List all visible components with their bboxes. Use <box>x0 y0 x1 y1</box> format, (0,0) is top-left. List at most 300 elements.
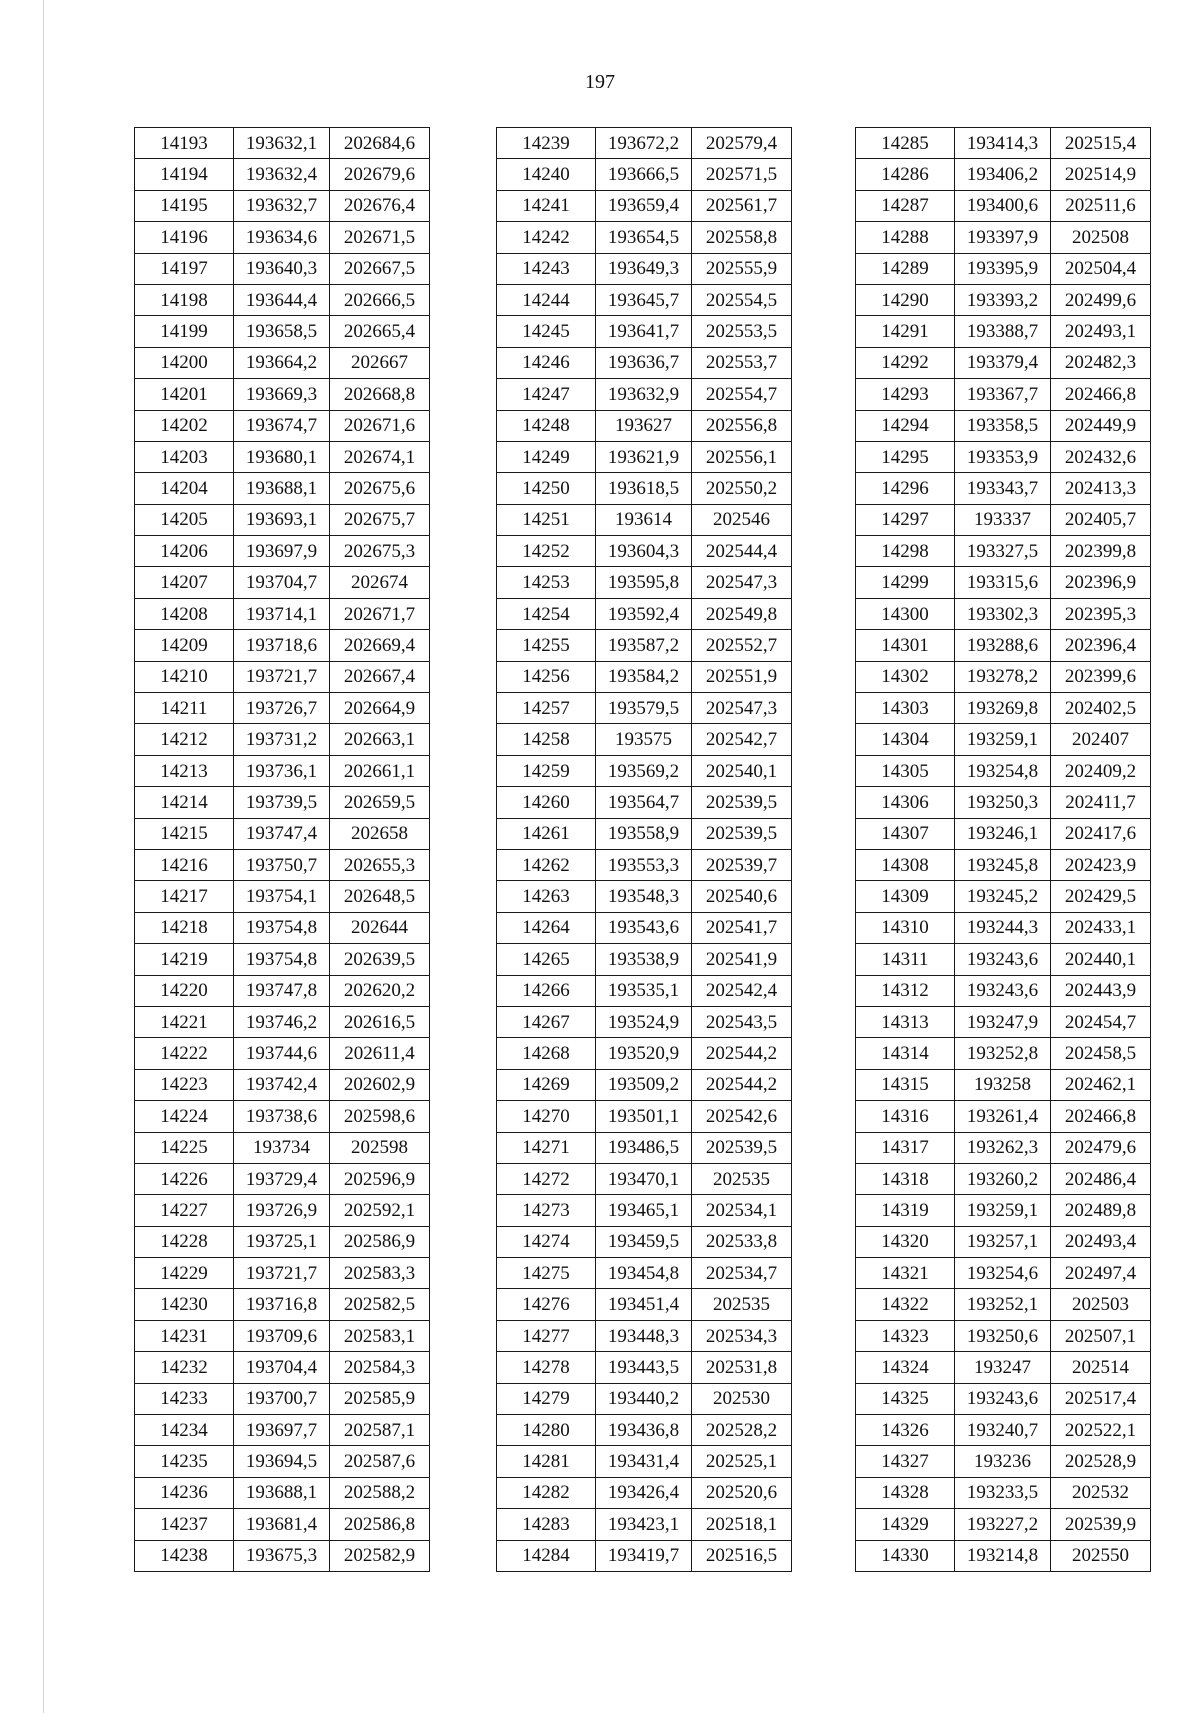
table-row <box>856 755 1151 786</box>
table-row <box>135 222 430 253</box>
y-coordinate-cell: 202675,7 <box>330 504 430 535</box>
y-coordinate-cell: 202535 <box>692 1163 792 1194</box>
point-number-cell: 14201 <box>135 379 234 410</box>
table-row <box>135 598 430 629</box>
y-coordinate-cell: 202667,4 <box>330 661 430 692</box>
table-row <box>497 1195 792 1226</box>
x-coordinate-cell: 193243,6 <box>955 944 1051 975</box>
x-coordinate-cell: 193736,1 <box>234 755 330 786</box>
x-coordinate-cell: 193367,7 <box>955 379 1051 410</box>
point-number-cell: 14278 <box>497 1352 596 1383</box>
y-coordinate-cell: 202396,4 <box>1051 630 1151 661</box>
y-coordinate-cell: 202540,6 <box>692 881 792 912</box>
x-coordinate-cell: 193604,3 <box>596 536 692 567</box>
table-row <box>856 1383 1151 1414</box>
y-coordinate-cell: 202542,6 <box>692 1101 792 1132</box>
y-coordinate-cell: 202655,3 <box>330 849 430 880</box>
point-number-cell: 14270 <box>497 1101 596 1132</box>
point-number-cell: 14248 <box>497 410 596 441</box>
y-coordinate-cell: 202432,6 <box>1051 441 1151 472</box>
table-row <box>856 693 1151 724</box>
point-number-cell: 14272 <box>497 1163 596 1194</box>
point-number-cell: 14237 <box>135 1509 234 1540</box>
y-coordinate-cell: 202620,2 <box>330 975 430 1006</box>
y-coordinate-cell: 202539,5 <box>692 818 792 849</box>
x-coordinate-cell: 193400,6 <box>955 190 1051 221</box>
table-row <box>856 1132 1151 1163</box>
point-number-cell: 14273 <box>497 1195 596 1226</box>
point-number-cell: 14193 <box>135 128 234 159</box>
point-number-cell: 14199 <box>135 316 234 347</box>
point-number-cell: 14233 <box>135 1383 234 1414</box>
y-coordinate-cell: 202583,3 <box>330 1258 430 1289</box>
x-coordinate-cell: 193688,1 <box>234 1477 330 1508</box>
y-coordinate-cell: 202520,6 <box>692 1477 792 1508</box>
y-coordinate-cell: 202486,4 <box>1051 1163 1151 1194</box>
y-coordinate-cell: 202514 <box>1051 1352 1151 1383</box>
point-number-cell: 14229 <box>135 1258 234 1289</box>
table-row <box>497 724 792 755</box>
table-row <box>856 1415 1151 1446</box>
table-row <box>856 1289 1151 1320</box>
y-coordinate-cell: 202571,5 <box>692 159 792 190</box>
point-number-cell: 14207 <box>135 567 234 598</box>
point-number-cell: 14330 <box>856 1540 955 1571</box>
table-row <box>497 473 792 504</box>
y-coordinate-cell: 202533,8 <box>692 1226 792 1257</box>
table-row <box>856 347 1151 378</box>
table-row <box>856 1446 1151 1477</box>
y-coordinate-cell: 202517,4 <box>1051 1383 1151 1414</box>
point-number-cell: 14306 <box>856 787 955 818</box>
point-number-cell: 14329 <box>856 1509 955 1540</box>
x-coordinate-cell: 193714,1 <box>234 598 330 629</box>
y-coordinate-cell: 202546 <box>692 504 792 535</box>
x-coordinate-cell: 193227,2 <box>955 1509 1051 1540</box>
x-coordinate-cell: 193721,7 <box>234 661 330 692</box>
table-row <box>856 912 1151 943</box>
table-row <box>135 190 430 221</box>
table-row <box>497 912 792 943</box>
point-number-cell: 14268 <box>497 1038 596 1069</box>
x-coordinate-cell: 193746,2 <box>234 1006 330 1037</box>
y-coordinate-cell: 202639,5 <box>330 944 430 975</box>
table-row <box>497 975 792 1006</box>
coordinates-table-3 <box>855 127 1151 1572</box>
table-row <box>135 630 430 661</box>
point-number-cell: 14228 <box>135 1226 234 1257</box>
y-coordinate-cell: 202493,4 <box>1051 1226 1151 1257</box>
y-coordinate-cell: 202556,8 <box>692 410 792 441</box>
y-coordinate-cell: 202539,5 <box>692 1132 792 1163</box>
y-coordinate-cell: 202553,5 <box>692 316 792 347</box>
table-row <box>135 1383 430 1414</box>
table-row <box>856 1509 1151 1540</box>
point-number-cell: 14247 <box>497 379 596 410</box>
table-row <box>856 1540 1151 1571</box>
point-number-cell: 14232 <box>135 1352 234 1383</box>
x-coordinate-cell: 193645,7 <box>596 284 692 315</box>
y-coordinate-cell: 202667 <box>330 347 430 378</box>
y-coordinate-cell: 202616,5 <box>330 1006 430 1037</box>
table-row <box>497 661 792 692</box>
point-number-cell: 14253 <box>497 567 596 598</box>
x-coordinate-cell: 193669,3 <box>234 379 330 410</box>
x-coordinate-cell: 193640,3 <box>234 253 330 284</box>
y-coordinate-cell: 202530 <box>692 1383 792 1414</box>
point-number-cell: 14230 <box>135 1289 234 1320</box>
x-coordinate-cell: 193262,3 <box>955 1132 1051 1163</box>
table-row <box>135 410 430 441</box>
x-coordinate-cell: 193688,1 <box>234 473 330 504</box>
table-row <box>856 316 1151 347</box>
x-coordinate-cell: 193393,2 <box>955 284 1051 315</box>
point-number-cell: 14240 <box>497 159 596 190</box>
point-number-cell: 14282 <box>497 1477 596 1508</box>
x-coordinate-cell: 193693,1 <box>234 504 330 535</box>
point-number-cell: 14289 <box>856 253 955 284</box>
point-number-cell: 14300 <box>856 598 955 629</box>
point-number-cell: 14196 <box>135 222 234 253</box>
x-coordinate-cell: 193725,1 <box>234 1226 330 1257</box>
point-number-cell: 14215 <box>135 818 234 849</box>
point-number-cell: 14231 <box>135 1320 234 1351</box>
x-coordinate-cell: 193247,9 <box>955 1006 1051 1037</box>
x-coordinate-cell: 193245,8 <box>955 849 1051 880</box>
x-coordinate-cell: 193509,2 <box>596 1069 692 1100</box>
x-coordinate-cell: 193754,1 <box>234 881 330 912</box>
point-number-cell: 14256 <box>497 661 596 692</box>
y-coordinate-cell: 202539,5 <box>692 787 792 818</box>
y-coordinate-cell: 202598 <box>330 1132 430 1163</box>
y-coordinate-cell: 202518,1 <box>692 1509 792 1540</box>
table-row <box>497 1415 792 1446</box>
table-row <box>856 536 1151 567</box>
point-number-cell: 14284 <box>497 1540 596 1571</box>
table-row <box>856 441 1151 472</box>
table-row <box>497 818 792 849</box>
point-number-cell: 14235 <box>135 1446 234 1477</box>
y-coordinate-cell: 202674,1 <box>330 441 430 472</box>
y-coordinate-cell: 202582,5 <box>330 1289 430 1320</box>
table-row <box>497 128 792 159</box>
x-coordinate-cell: 193697,9 <box>234 536 330 567</box>
point-number-cell: 14322 <box>856 1289 955 1320</box>
y-coordinate-cell: 202585,9 <box>330 1383 430 1414</box>
y-coordinate-cell: 202503 <box>1051 1289 1151 1320</box>
x-coordinate-cell: 193664,2 <box>234 347 330 378</box>
table-row <box>135 1163 430 1194</box>
table-row <box>497 1383 792 1414</box>
y-coordinate-cell: 202676,4 <box>330 190 430 221</box>
x-coordinate-cell: 193288,6 <box>955 630 1051 661</box>
x-coordinate-cell: 193543,6 <box>596 912 692 943</box>
table-row <box>497 693 792 724</box>
page-number: 197 <box>585 71 615 93</box>
y-coordinate-cell: 202515,4 <box>1051 128 1151 159</box>
y-coordinate-cell: 202611,4 <box>330 1038 430 1069</box>
x-coordinate-cell: 193243,6 <box>955 1383 1051 1414</box>
x-coordinate-cell: 193486,5 <box>596 1132 692 1163</box>
y-coordinate-cell: 202588,2 <box>330 1477 430 1508</box>
x-coordinate-cell: 193465,1 <box>596 1195 692 1226</box>
table-row <box>135 661 430 692</box>
y-coordinate-cell: 202542,7 <box>692 724 792 755</box>
point-number-cell: 14224 <box>135 1101 234 1132</box>
y-coordinate-cell: 202598,6 <box>330 1101 430 1132</box>
y-coordinate-cell: 202423,9 <box>1051 849 1151 880</box>
table-row <box>135 473 430 504</box>
x-coordinate-cell: 193672,2 <box>596 128 692 159</box>
x-coordinate-cell: 193524,9 <box>596 1006 692 1037</box>
y-coordinate-cell: 202543,5 <box>692 1006 792 1037</box>
y-coordinate-cell: 202551,9 <box>692 661 792 692</box>
x-coordinate-cell: 193259,1 <box>955 1195 1051 1226</box>
table-row <box>135 284 430 315</box>
y-coordinate-cell: 202549,8 <box>692 598 792 629</box>
point-number-cell: 14328 <box>856 1477 955 1508</box>
table-row <box>497 1038 792 1069</box>
table-row <box>135 1446 430 1477</box>
x-coordinate-cell: 193252,8 <box>955 1038 1051 1069</box>
x-coordinate-cell: 193258 <box>955 1069 1051 1100</box>
table-row <box>497 441 792 472</box>
y-coordinate-cell: 202531,8 <box>692 1352 792 1383</box>
y-coordinate-cell: 202669,4 <box>330 630 430 661</box>
table-row <box>856 1258 1151 1289</box>
x-coordinate-cell: 193681,4 <box>234 1509 330 1540</box>
point-number-cell: 14307 <box>856 818 955 849</box>
point-number-cell: 14194 <box>135 159 234 190</box>
table-row <box>856 944 1151 975</box>
y-coordinate-cell: 202466,8 <box>1051 1101 1151 1132</box>
table-row <box>135 944 430 975</box>
y-coordinate-cell: 202497,4 <box>1051 1258 1151 1289</box>
y-coordinate-cell: 202544,4 <box>692 536 792 567</box>
x-coordinate-cell: 193397,9 <box>955 222 1051 253</box>
x-coordinate-cell: 193448,3 <box>596 1320 692 1351</box>
x-coordinate-cell: 193501,1 <box>596 1101 692 1132</box>
point-number-cell: 14288 <box>856 222 955 253</box>
table-row <box>497 1101 792 1132</box>
y-coordinate-cell: 202516,5 <box>692 1540 792 1571</box>
table-row <box>497 1540 792 1571</box>
x-coordinate-cell: 193659,4 <box>596 190 692 221</box>
y-coordinate-cell: 202499,6 <box>1051 284 1151 315</box>
x-coordinate-cell: 193395,9 <box>955 253 1051 284</box>
y-coordinate-cell: 202532 <box>1051 1477 1151 1508</box>
point-number-cell: 14239 <box>497 128 596 159</box>
y-coordinate-cell: 202671,5 <box>330 222 430 253</box>
point-number-cell: 14296 <box>856 473 955 504</box>
x-coordinate-cell: 193254,8 <box>955 755 1051 786</box>
y-coordinate-cell: 202528,2 <box>692 1415 792 1446</box>
point-number-cell: 14241 <box>497 190 596 221</box>
table-row <box>856 1226 1151 1257</box>
y-coordinate-cell: 202395,3 <box>1051 598 1151 629</box>
x-coordinate-cell: 193595,8 <box>596 567 692 598</box>
table-row <box>135 881 430 912</box>
y-coordinate-cell: 202658 <box>330 818 430 849</box>
y-coordinate-cell: 202550,2 <box>692 473 792 504</box>
x-coordinate-cell: 193734 <box>234 1132 330 1163</box>
table-row <box>135 1540 430 1571</box>
point-number-cell: 14220 <box>135 975 234 1006</box>
x-coordinate-cell: 193738,6 <box>234 1101 330 1132</box>
y-coordinate-cell: 202648,5 <box>330 881 430 912</box>
x-coordinate-cell: 193654,5 <box>596 222 692 253</box>
point-number-cell: 14249 <box>497 441 596 472</box>
point-number-cell: 14219 <box>135 944 234 975</box>
x-coordinate-cell: 193451,4 <box>596 1289 692 1320</box>
x-coordinate-cell: 193353,9 <box>955 441 1051 472</box>
point-number-cell: 14223 <box>135 1069 234 1100</box>
point-number-cell: 14222 <box>135 1038 234 1069</box>
x-coordinate-cell: 193680,1 <box>234 441 330 472</box>
table-row <box>856 1195 1151 1226</box>
y-coordinate-cell: 202664,9 <box>330 693 430 724</box>
x-coordinate-cell: 193250,3 <box>955 787 1051 818</box>
point-number-cell: 14246 <box>497 347 596 378</box>
y-coordinate-cell: 202582,9 <box>330 1540 430 1571</box>
point-number-cell: 14271 <box>497 1132 596 1163</box>
point-number-cell: 14326 <box>856 1415 955 1446</box>
table-row <box>497 1132 792 1163</box>
y-coordinate-cell: 202547,3 <box>692 693 792 724</box>
y-coordinate-cell: 202553,7 <box>692 347 792 378</box>
x-coordinate-cell: 193257,1 <box>955 1226 1051 1257</box>
point-number-cell: 14304 <box>856 724 955 755</box>
table-row <box>135 379 430 410</box>
table-row <box>856 818 1151 849</box>
point-number-cell: 14277 <box>497 1320 596 1351</box>
table-row <box>856 504 1151 535</box>
y-coordinate-cell: 202462,1 <box>1051 1069 1151 1100</box>
y-coordinate-cell: 202558,8 <box>692 222 792 253</box>
x-coordinate-cell: 193636,7 <box>596 347 692 378</box>
x-coordinate-cell: 193436,8 <box>596 1415 692 1446</box>
table-row <box>856 128 1151 159</box>
table-row <box>856 379 1151 410</box>
x-coordinate-cell: 193739,5 <box>234 787 330 818</box>
table-row <box>135 755 430 786</box>
x-coordinate-cell: 193388,7 <box>955 316 1051 347</box>
x-coordinate-cell: 193731,2 <box>234 724 330 755</box>
point-number-cell: 14214 <box>135 787 234 818</box>
x-coordinate-cell: 193302,3 <box>955 598 1051 629</box>
y-coordinate-cell: 202679,6 <box>330 159 430 190</box>
point-number-cell: 14313 <box>856 1006 955 1037</box>
x-coordinate-cell: 193709,6 <box>234 1320 330 1351</box>
y-coordinate-cell: 202443,9 <box>1051 975 1151 1006</box>
x-coordinate-cell: 193697,7 <box>234 1415 330 1446</box>
x-coordinate-cell: 193641,7 <box>596 316 692 347</box>
point-number-cell: 14298 <box>856 536 955 567</box>
table-row <box>135 975 430 1006</box>
y-coordinate-cell: 202675,6 <box>330 473 430 504</box>
table-row <box>497 755 792 786</box>
point-number-cell: 14212 <box>135 724 234 755</box>
y-coordinate-cell: 202544,2 <box>692 1069 792 1100</box>
x-coordinate-cell: 193254,6 <box>955 1258 1051 1289</box>
table-row <box>135 1477 430 1508</box>
x-coordinate-cell: 193553,3 <box>596 849 692 880</box>
x-coordinate-cell: 193426,4 <box>596 1477 692 1508</box>
point-number-cell: 14254 <box>497 598 596 629</box>
point-number-cell: 14293 <box>856 379 955 410</box>
x-coordinate-cell: 193243,6 <box>955 975 1051 1006</box>
x-coordinate-cell: 193564,7 <box>596 787 692 818</box>
table-row <box>497 1226 792 1257</box>
table-row <box>856 630 1151 661</box>
y-coordinate-cell: 202528,9 <box>1051 1446 1151 1477</box>
page-margin-line <box>43 0 44 1713</box>
x-coordinate-cell: 193443,5 <box>596 1352 692 1383</box>
point-number-cell: 14243 <box>497 253 596 284</box>
table-row <box>135 693 430 724</box>
y-coordinate-cell: 202602,9 <box>330 1069 430 1100</box>
table-row <box>856 598 1151 629</box>
y-coordinate-cell: 202671,7 <box>330 598 430 629</box>
x-coordinate-cell: 193548,3 <box>596 881 692 912</box>
y-coordinate-cell: 202561,7 <box>692 190 792 221</box>
x-coordinate-cell: 193704,7 <box>234 567 330 598</box>
y-coordinate-cell: 202534,1 <box>692 1195 792 1226</box>
y-coordinate-cell: 202584,3 <box>330 1352 430 1383</box>
table-row <box>497 159 792 190</box>
point-number-cell: 14325 <box>856 1383 955 1414</box>
table-row <box>497 849 792 880</box>
x-coordinate-cell: 193278,2 <box>955 661 1051 692</box>
point-number-cell: 14238 <box>135 1540 234 1571</box>
point-number-cell: 14250 <box>497 473 596 504</box>
x-coordinate-cell: 193721,7 <box>234 1258 330 1289</box>
x-coordinate-cell: 193632,1 <box>234 128 330 159</box>
y-coordinate-cell: 202579,4 <box>692 128 792 159</box>
y-coordinate-cell: 202668,8 <box>330 379 430 410</box>
y-coordinate-cell: 202449,9 <box>1051 410 1151 441</box>
table-row <box>856 881 1151 912</box>
table-row <box>135 1258 430 1289</box>
table-row <box>497 190 792 221</box>
x-coordinate-cell: 193250,6 <box>955 1320 1051 1351</box>
y-coordinate-cell: 202550 <box>1051 1540 1151 1571</box>
y-coordinate-cell: 202661,1 <box>330 755 430 786</box>
point-number-cell: 14226 <box>135 1163 234 1194</box>
point-number-cell: 14211 <box>135 693 234 724</box>
y-coordinate-cell: 202482,3 <box>1051 347 1151 378</box>
table-row <box>856 724 1151 755</box>
x-coordinate-cell: 193754,8 <box>234 912 330 943</box>
point-number-cell: 14221 <box>135 1006 234 1037</box>
table-row <box>497 1477 792 1508</box>
point-number-cell: 14291 <box>856 316 955 347</box>
point-number-cell: 14263 <box>497 881 596 912</box>
table-row <box>497 1509 792 1540</box>
x-coordinate-cell: 193666,5 <box>596 159 692 190</box>
x-coordinate-cell: 193627 <box>596 410 692 441</box>
point-number-cell: 14316 <box>856 1101 955 1132</box>
y-coordinate-cell: 202489,8 <box>1051 1195 1151 1226</box>
point-number-cell: 14321 <box>856 1258 955 1289</box>
x-coordinate-cell: 193747,4 <box>234 818 330 849</box>
point-number-cell: 14279 <box>497 1383 596 1414</box>
point-number-cell: 14269 <box>497 1069 596 1100</box>
table-row <box>497 1069 792 1100</box>
x-coordinate-cell: 193233,5 <box>955 1477 1051 1508</box>
point-number-cell: 14206 <box>135 536 234 567</box>
table-row <box>497 379 792 410</box>
